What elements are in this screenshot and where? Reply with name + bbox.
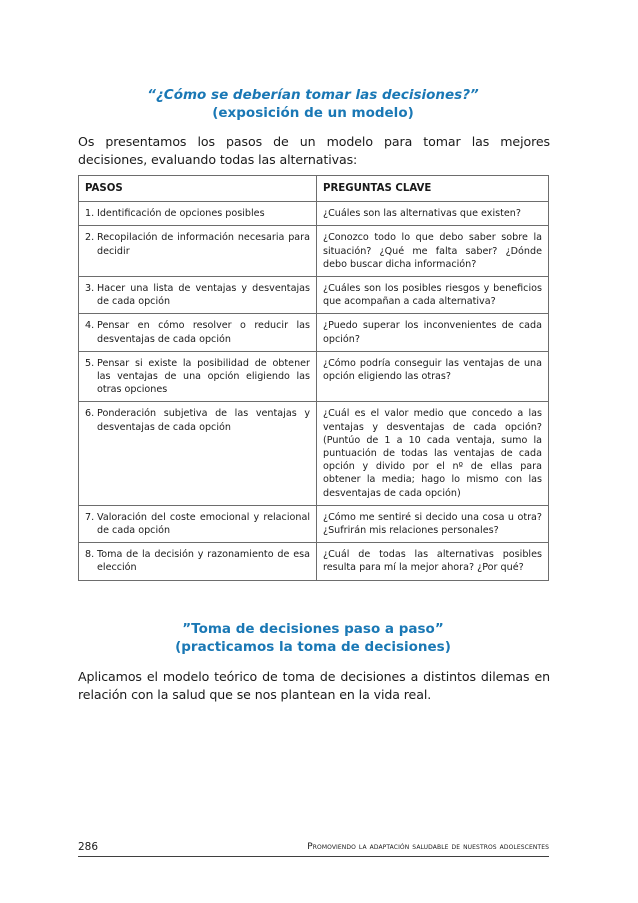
step-cell	[79, 202, 317, 226]
question-cell: ¿Cómo me sentiré si decido una cosa u otra? ¿Sufrirán mis relaciones personales?	[317, 505, 549, 542]
step-text: Identificación de opciones posibles	[97, 208, 265, 220]
step-number: 7.	[85, 511, 95, 523]
section-title-practice	[78, 620, 548, 656]
table-row	[79, 402, 549, 505]
question-cell: ¿Cuál de todas las alternativas posibles resulta para mí la mejor ahora? ¿Por qué?	[317, 543, 549, 580]
question-cell: ¿Puedo superar los inconvenientes de cada opción?	[317, 314, 549, 351]
table-row	[79, 277, 549, 314]
header-pasos: PASOS	[79, 176, 317, 202]
step-number: 6.	[85, 408, 95, 420]
table-row	[79, 226, 549, 277]
table-row	[79, 351, 549, 402]
table-row	[79, 202, 549, 226]
step-text: Pensar en cómo resolver o reducir las desventajas de cada opción	[97, 320, 310, 345]
step-cell	[79, 505, 317, 542]
step-cell	[79, 351, 317, 402]
question-cell: ¿Cuál es el valor medio que concedo a las ventajas y desventajas de cada opción? (Puntúo de 1 a 10 cada ventaja, sumo la puntuación de todas las ventajas de cada opción y divido por el nº de ellas para obtener la media; hago lo mismo con las desventajas de cada opción)	[317, 402, 549, 505]
step-text: Toma de la decisión y razonamiento de esa elección	[97, 549, 310, 574]
step-cell	[79, 277, 317, 314]
step-number: 4.	[85, 320, 95, 332]
header-preguntas-clave: PREGUNTAS CLAVE	[317, 176, 549, 202]
step-number: 1.	[85, 208, 95, 220]
step-number: 2.	[85, 232, 95, 244]
section-title-line1: ”Toma de decisiones paso a paso”	[182, 621, 444, 637]
section-title-line1: “¿Cómo se deberían tomar las decisiones?”	[147, 87, 479, 103]
step-number: 3.	[85, 283, 95, 295]
table-header-row	[79, 176, 549, 202]
question-cell: ¿Cuáles son las alternativas que existen?	[317, 202, 549, 226]
question-cell: ¿Cómo podría conseguir las ventajas de una opción eligiendo las otras?	[317, 351, 549, 402]
section-title-line2: (exposición de un modelo)	[212, 105, 414, 121]
step-cell	[79, 402, 317, 505]
step-text: Ponderación subjetiva de las ventajas y desventajas de cada opción	[97, 408, 310, 433]
steps-table	[78, 175, 549, 581]
table-row	[79, 505, 549, 542]
section-title-model	[78, 86, 548, 122]
step-text: Recopilación de información necesaria para decidir	[97, 232, 310, 257]
table-row	[79, 314, 549, 351]
step-cell	[79, 543, 317, 580]
footer-rule	[78, 856, 549, 857]
step-number: 8.	[85, 549, 95, 561]
question-cell: ¿Conozco todo lo que debo saber sobre la situación? ¿Qué me falta saber? ¿Dónde debo buscar dicha información?	[317, 226, 549, 277]
running-footer-title: Promoviendo la adaptación saludable de nuestros adolescentes	[307, 842, 549, 852]
step-cell	[79, 314, 317, 351]
intro-paragraph: Os presentamos los pasos de un modelo para tomar las mejores decisiones, evaluando todas las alternativas:	[78, 134, 550, 167]
question-cell: ¿Cuáles son los posibles riesgos y beneficios que acompañan a cada alternativa?	[317, 277, 549, 314]
step-text: Hacer una lista de ventajas y desventajas de cada opción	[97, 283, 310, 308]
section-title-line2: (practicamos la toma de decisiones)	[175, 639, 451, 655]
practice-paragraph: Aplicamos el modelo teórico de toma de decisiones a distintos dilemas en relación con la salud que se nos plantean en la vida real.	[78, 669, 550, 702]
page-number: 286	[78, 841, 99, 853]
step-text: Pensar si existe la posibilidad de obtener las ventajas de una opción eligiendo las otras opciones	[97, 357, 310, 396]
step-text: Valoración del coste emocional y relacional de cada opción	[97, 511, 310, 537]
step-cell	[79, 226, 317, 277]
step-number: 5.	[85, 357, 95, 369]
table-row	[79, 543, 549, 580]
